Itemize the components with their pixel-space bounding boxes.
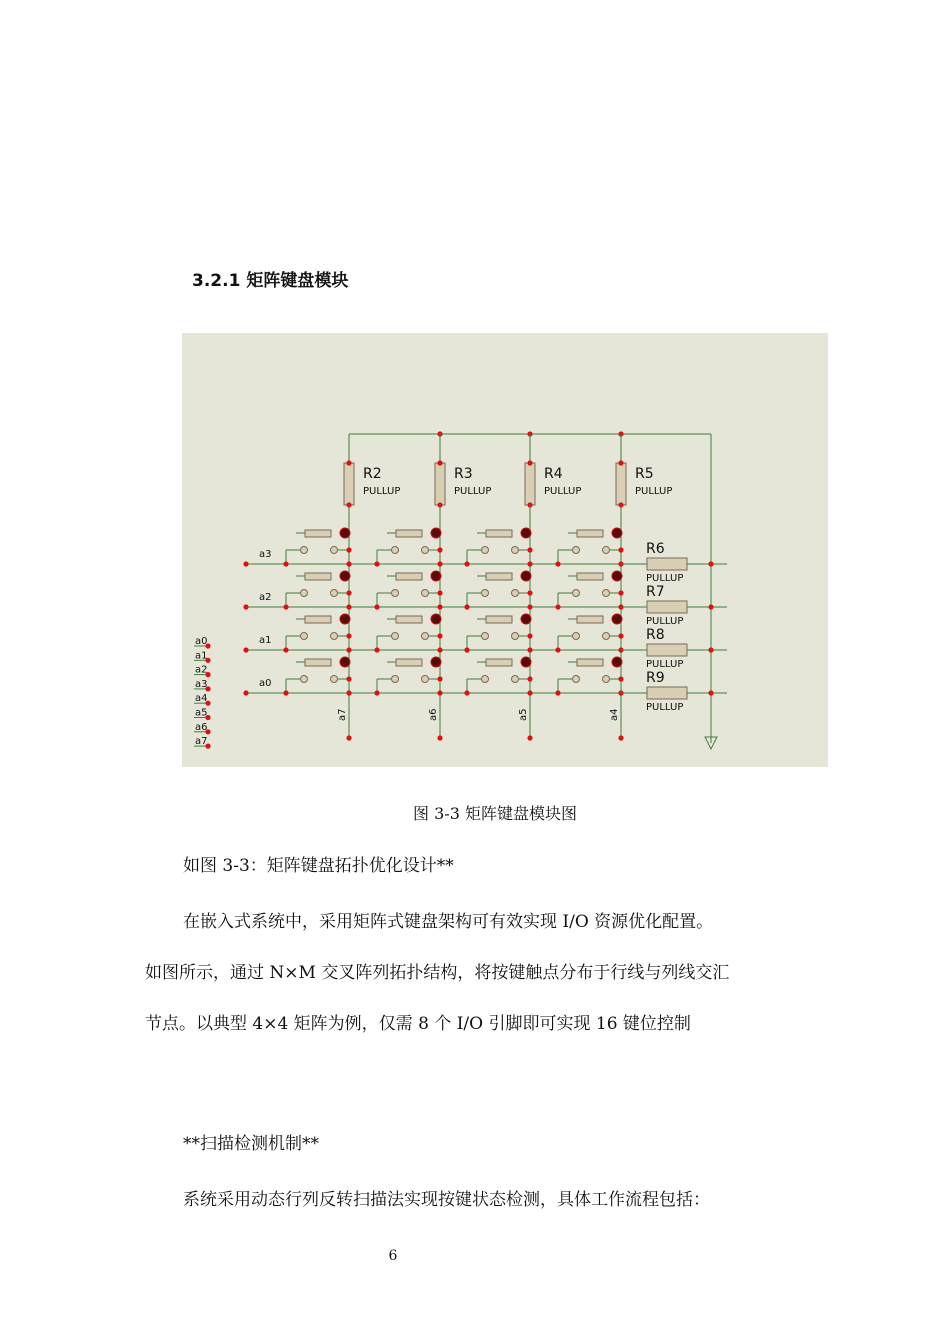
- switch-contact: [422, 590, 429, 597]
- junction-dot: [618, 735, 623, 740]
- junction-dot: [527, 735, 532, 740]
- switch-contact: [301, 633, 308, 640]
- switch-led: [521, 571, 531, 581]
- junction-dot: [437, 633, 442, 638]
- resistor-value-label: PULLUP: [646, 659, 684, 670]
- resistor-label: R4: [544, 466, 563, 482]
- switch-contact: [573, 676, 580, 683]
- switch-contact: [512, 633, 519, 640]
- junction-dot: [618, 547, 623, 552]
- switch-contact: [331, 590, 338, 597]
- switch-led: [340, 571, 350, 581]
- junction-dot: [346, 690, 351, 695]
- pullup-resistor: [435, 463, 445, 505]
- column-label: a6: [428, 708, 439, 721]
- junction-dot: [527, 547, 532, 552]
- switch-contact: [573, 590, 580, 597]
- switch-contact: [512, 547, 519, 554]
- junction-dot: [283, 604, 288, 609]
- switch-contact: [573, 547, 580, 554]
- junction-dot: [346, 676, 351, 681]
- switch-button: [305, 530, 331, 537]
- switch-contact: [603, 633, 610, 640]
- bus-label: a3: [195, 678, 208, 690]
- switch-led: [612, 657, 622, 667]
- junction-dot: [346, 561, 351, 566]
- junction-dot: [374, 647, 379, 652]
- resistor-label: R8: [646, 627, 665, 643]
- switch-contact: [603, 590, 610, 597]
- switch-contact: [392, 633, 399, 640]
- switch-button: [577, 573, 603, 580]
- switch-led: [431, 657, 441, 667]
- pullup-resistor: [616, 463, 626, 505]
- switch-button: [305, 616, 331, 623]
- switch-button: [396, 573, 422, 580]
- junction-dot: [464, 647, 469, 652]
- switch-led: [612, 528, 622, 538]
- paragraph-line: 如图所示，通过 N×M 交叉阵列拓扑结构，将按键触点分布于行线与列线交汇: [145, 963, 730, 983]
- junction-dot: [437, 561, 442, 566]
- switch-led: [340, 528, 350, 538]
- junction-dot: [464, 561, 469, 566]
- bus-label: a0: [195, 636, 208, 647]
- junction-dot: [527, 590, 532, 595]
- paragraph-line: 在嵌入式系统中，采用矩阵式键盘架构可有效实现 I/O 资源优化配置。: [183, 912, 714, 932]
- row-label: a0: [259, 678, 272, 689]
- switch-led: [431, 614, 441, 624]
- bus-label: a7: [195, 736, 208, 748]
- page-number: 6: [388, 1248, 398, 1264]
- row-label: a3: [259, 549, 272, 560]
- pullup-resistor: [525, 463, 535, 505]
- switch-contact: [512, 676, 519, 683]
- switch-button: [396, 530, 422, 537]
- switch-button: [486, 616, 512, 623]
- switch-contact: [301, 676, 308, 683]
- junction-dot: [618, 676, 623, 681]
- junction-dot: [618, 633, 623, 638]
- switch-contact: [392, 676, 399, 683]
- junction-dot: [708, 604, 713, 609]
- switch-contact: [482, 676, 489, 683]
- resistor-label: R6: [646, 541, 665, 557]
- junction-dot: [437, 460, 442, 465]
- row-resistor: [647, 644, 687, 656]
- junction-dot: [437, 590, 442, 595]
- junction-dot: [555, 647, 560, 652]
- junction-dot: [618, 460, 623, 465]
- junction-dot: [555, 604, 560, 609]
- junction-dot: [374, 561, 379, 566]
- switch-contact: [392, 590, 399, 597]
- junction-dot: [527, 690, 532, 695]
- switch-contact: [482, 547, 489, 554]
- resistor-label: R9: [646, 670, 665, 686]
- switch-button: [305, 659, 331, 666]
- junction-dot: [346, 647, 351, 652]
- resistor-value-label: PULLUP: [646, 702, 684, 713]
- keyboard-schematic-figure: [182, 333, 828, 767]
- switch-contact: [482, 633, 489, 640]
- switch-contact: [482, 590, 489, 597]
- junction-dot: [618, 590, 623, 595]
- row-resistor: [647, 687, 687, 699]
- column-label: a5: [518, 708, 529, 721]
- schematic-svg: [182, 333, 828, 767]
- switch-contact: [422, 633, 429, 640]
- switch-contact: [331, 547, 338, 554]
- switch-button: [486, 659, 512, 666]
- junction-dot: [527, 604, 532, 609]
- junction-dot: [346, 460, 351, 465]
- resistor-value-label: PULLUP: [454, 486, 492, 497]
- junction-dot: [374, 604, 379, 609]
- junction-dot: [527, 647, 532, 652]
- switch-button: [486, 573, 512, 580]
- switch-button: [396, 616, 422, 623]
- row-resistor: [647, 558, 687, 570]
- switch-led: [521, 657, 531, 667]
- switch-button: [305, 573, 331, 580]
- resistor-value-label: PULLUP: [635, 486, 673, 497]
- junction-dot: [437, 547, 442, 552]
- junction-dot: [527, 460, 532, 465]
- junction-dot: [555, 690, 560, 695]
- bus-label: a4: [195, 693, 208, 705]
- switch-led: [431, 528, 441, 538]
- junction-dot: [346, 633, 351, 638]
- switch-led: [340, 614, 350, 624]
- switch-contact: [301, 590, 308, 597]
- row-resistor: [647, 601, 687, 613]
- switch-button: [396, 659, 422, 666]
- junction-dot: [346, 547, 351, 552]
- junction-dot: [527, 633, 532, 638]
- column-label: a7: [337, 708, 348, 721]
- resistor-label: R5: [635, 466, 654, 482]
- resistor-label: R2: [363, 466, 382, 482]
- junction-dot: [346, 590, 351, 595]
- pullup-resistor: [344, 463, 354, 505]
- junction-dot: [437, 676, 442, 681]
- switch-button: [486, 530, 512, 537]
- switch-led: [340, 657, 350, 667]
- resistor-value-label: PULLUP: [544, 486, 582, 497]
- paragraph-line: 节点。以典型 4×4 矩阵为例，仅需 8 个 I/O 引脚即可实现 16 键位控制: [145, 1014, 691, 1034]
- switch-contact: [331, 676, 338, 683]
- resistor-value-label: PULLUP: [363, 486, 401, 497]
- junction-dot: [374, 690, 379, 695]
- column-label: a4: [609, 708, 620, 721]
- switch-led: [612, 571, 622, 581]
- junction-dot: [283, 647, 288, 652]
- paragraph-figure-intro: 如图 3-3：矩阵键盘拓扑优化设计**: [183, 856, 454, 876]
- junction-dot: [464, 690, 469, 695]
- junction-dot: [243, 561, 248, 566]
- junction-dot: [437, 604, 442, 609]
- junction-dot: [437, 735, 442, 740]
- switch-button: [577, 659, 603, 666]
- switch-contact: [301, 547, 308, 554]
- junction-dot: [708, 561, 713, 566]
- switch-contact: [603, 547, 610, 554]
- bus-label: a2: [195, 664, 208, 676]
- junction-dot: [346, 735, 351, 740]
- switch-contact: [331, 633, 338, 640]
- junction-dot: [243, 690, 248, 695]
- resistor-label: R7: [646, 584, 665, 600]
- switch-button: [577, 530, 603, 537]
- row-label: a2: [259, 592, 272, 603]
- bus-label: a6: [195, 721, 208, 733]
- switch-contact: [422, 547, 429, 554]
- paragraph-subheading: **扫描检测机制**: [183, 1134, 319, 1154]
- switch-led: [431, 571, 441, 581]
- switch-contact: [573, 633, 580, 640]
- row-label: a1: [259, 635, 272, 646]
- bus-label: a5: [195, 707, 208, 719]
- junction-dot: [555, 561, 560, 566]
- resistor-value-label: PULLUP: [646, 573, 684, 584]
- paragraph-line: 系统采用动态行列反转扫描法实现按键状态检测，具体工作流程包括：: [183, 1190, 710, 1210]
- switch-contact: [422, 676, 429, 683]
- switch-contact: [512, 590, 519, 597]
- junction-dot: [464, 604, 469, 609]
- junction-dot: [346, 604, 351, 609]
- switch-led: [521, 614, 531, 624]
- junction-dot: [243, 647, 248, 652]
- junction-dot: [437, 690, 442, 695]
- junction-dot: [527, 561, 532, 566]
- junction-dot: [283, 690, 288, 695]
- resistor-label: R3: [454, 466, 473, 482]
- junction-dot: [708, 690, 713, 695]
- switch-contact: [392, 547, 399, 554]
- switch-button: [577, 616, 603, 623]
- switch-led: [521, 528, 531, 538]
- bus-label: a1: [195, 650, 208, 662]
- figure-caption: 图 3-3 矩阵键盘模块图: [413, 804, 577, 823]
- section-heading: 3.2.1 矩阵键盘模块: [192, 271, 349, 291]
- junction-dot: [708, 647, 713, 652]
- resistor-value-label: PULLUP: [646, 616, 684, 627]
- junction-dot: [243, 604, 248, 609]
- junction-dot: [283, 561, 288, 566]
- junction-dot: [527, 676, 532, 681]
- junction-dot: [437, 647, 442, 652]
- switch-contact: [603, 676, 610, 683]
- switch-led: [612, 614, 622, 624]
